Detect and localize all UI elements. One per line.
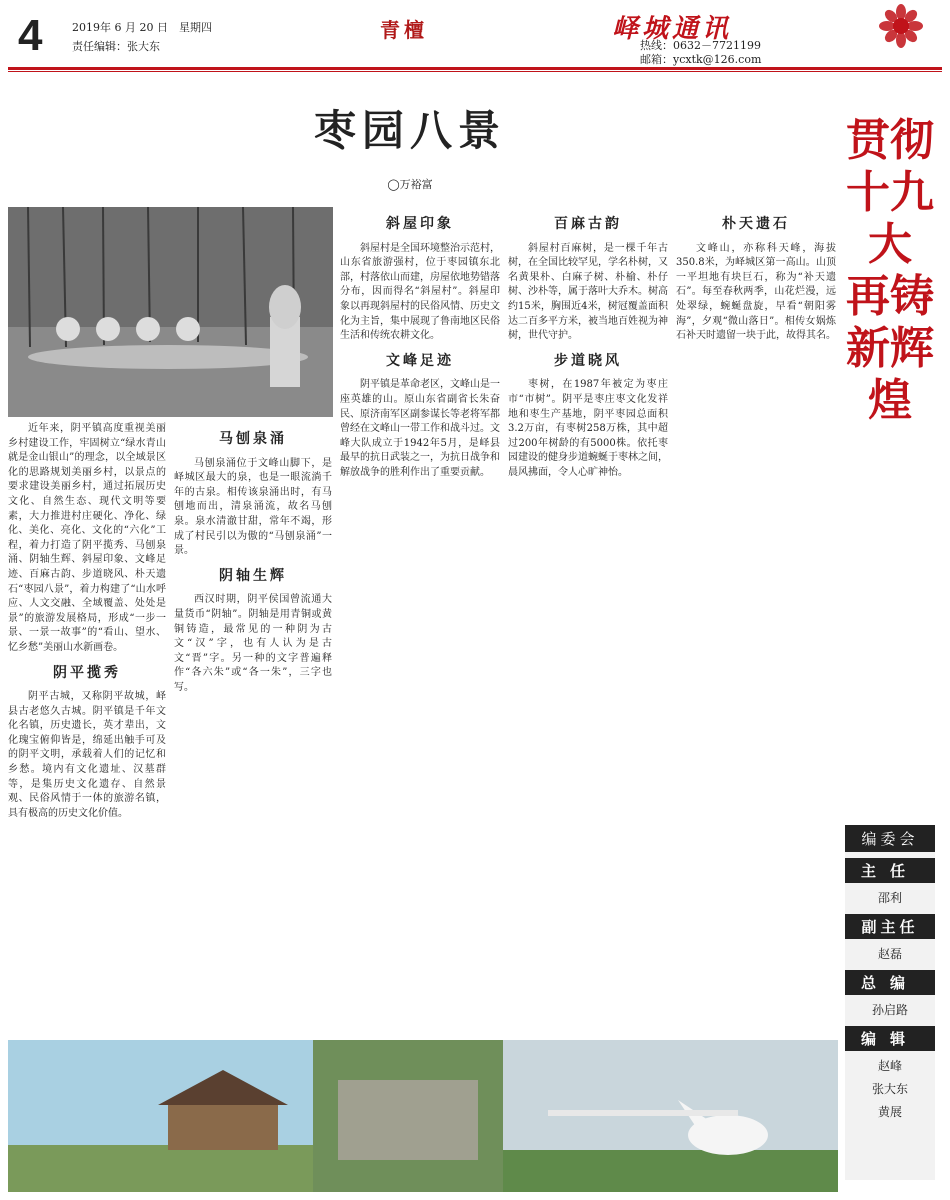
email: 邮箱：ycxtk@126.com (640, 53, 762, 66)
deputy-label: 副主任 (845, 914, 935, 939)
column-1 (8, 422, 166, 1034)
chief-label: 总编 (845, 970, 935, 995)
chief-name: 孙启路 (871, 1003, 908, 1017)
section-text: 枣树，在1987年被定为枣庄市“市树”。阴平是枣庄枣文化发祥地和枣生产基地，阴平枣园总面积3.2万亩，有枣树258万株，其中超过200年树龄的有5000株。依托枣园建设的健身步道蜿蜒于枣林之间，晨风拂面，令人心旷神怡。 (508, 379, 668, 478)
article-author: ◯万裕富 (387, 178, 433, 191)
date-line: 2019年 6 月 20 日 星期四 (72, 21, 212, 34)
newspaper-brand: 峄城通讯 (612, 14, 733, 44)
page-number: 4 (18, 11, 43, 60)
section-heading: 马刨泉涌 (219, 431, 287, 447)
section-heading: 朴天遗石 (722, 216, 790, 232)
editor-name: 黄展 (877, 1105, 902, 1119)
committee-heading: 编委会 (845, 825, 935, 852)
section-text: 西汉时期，阴平侯国曾流通大量货币“阴轴”。阴轴是用青铜或黄铜铸造，最常见的一种阴为古文“汉”字，也有人认为是古文“晋”字。另一种的文字普遍释作“各六朱”或“各一朱”，三字也写。 (174, 594, 332, 693)
section-text: 阴平古城，又称阴平故城，峄县古老悠久古城。阴平镇是千年文化名镇，历史遗长，英才辈出，文化瑰宝俯仰皆是，绵延出触手可及的阴平文明，承载着人们的记忆和乡愁。境内有文化遗址、汉墓群等，是集历史文化遗存、自然景观、民俗风情于一体的旅游名镇，具有极高的历史文化价值。 (8, 691, 166, 819)
section-text: 马刨泉涌位于文峰山脚下，是峄城区最大的泉，也是一眼流淌千年的古泉。相传该泉涌出时，有马刨地而出，清泉涌流，故名马刨泉。泉水清澈甘甜，常年不竭，形成了村民引以为傲的“马刨泉涌”一景。 (174, 457, 332, 557)
scenery-photo-strip (8, 1040, 838, 1192)
section-text: 斜屋村是全国环境整治示范村，山东省旅游强村，位于枣园镇东北部，村落依山而建，房屋依地势错落分布，因而得名“斜屋村”。斜屋印象以再现斜屋村的民俗风情、历史文化为主旨，集中展现了鲁南地区民俗生活和传统农耕文化。 (340, 242, 500, 342)
header-rule-thin (8, 71, 942, 72)
flower-logo-icon (875, 4, 927, 48)
slogan: 贯彻十九大 再铸新辉煌 (846, 115, 934, 426)
section-text: 阴平镇是革命老区，文峰山是一座英雄的山。原山东省副省长朱奋民、原济南军区副参谋长等老将军都曾经在文峰山一带工作和战斗过。文峰大队成立于1942年5月，是峄县最早的抗日武装之一，为抗日战争和解放战争的胜利作出了重要贡献。 (340, 379, 500, 478)
hotline: 热线：0632－7721199 (640, 39, 761, 52)
section-name: 青檀 (380, 18, 428, 42)
deputy-name: 赵磊 (877, 947, 902, 961)
column-5 (676, 207, 836, 1034)
section-heading: 阴轴生辉 (219, 567, 287, 584)
intro-paragraph: 近年来，阴平镇高度重视美丽乡村建设工作，牢固树立“绿水青山就是金山银山”的理念，以全域景区化的思路规划美丽乡村，以景点的要求建设美丽乡村，通过拓展历史文化、自然生态、现代文明等要素，大力推进村庄硬化、净化、绿化、美化、亮化、文化的“六化”工程，着力打造了阴平揽秀、马刨泉涌、阴轴生辉、斜屋印象、文峰足迹、百麻古韵、步道晓风、朴天遗石“枣园八景”，着力构建了“山水呼应、人文交融、全域覆盖、处处是景”的旅游发展格局，形成“一步一景、一景一故事”的“看山、望水、忆乡愁”美丽山水新画卷。 (8, 423, 166, 653)
director-name: 邵利 (877, 891, 902, 905)
section-heading: 文峰足迹 (386, 352, 454, 369)
section-heading: 阴平揽秀 (53, 664, 121, 681)
section-text: 文峰山，亦称科天峰，海拔350.8米，为峄城区第一高山。山顶一平坦地有块巨石，称为“补天遗石”。每至春秋两季，山花烂漫，远处翠绿，蜿蜒盘旋，早看“朝阳雾海”，夕观“微山落日”。相传女娲炼石补天时遗留一块于此，故得其名。 (676, 242, 836, 342)
editorial-committee (845, 825, 935, 1180)
editors-label: 编辑 (845, 1026, 935, 1051)
editor-line: 责任编辑：张大东 (72, 40, 160, 53)
column-3 (340, 207, 500, 1034)
editor-name: 赵峰 (877, 1059, 902, 1073)
section-heading: 步道晓风 (554, 352, 622, 369)
header-rule (8, 67, 942, 70)
article-title: 枣园八景 (313, 106, 506, 155)
column-4 (508, 207, 668, 1034)
section-heading: 斜屋印象 (386, 216, 454, 232)
director-label: 主任 (845, 858, 935, 883)
editor-name: 张大东 (871, 1082, 908, 1096)
column-2 (174, 422, 332, 1034)
section-heading: 百麻古韵 (554, 216, 622, 232)
park-photo (8, 207, 333, 417)
section-text: 斜屋村百麻树，是一棵千年古树，在全国比较罕见，学名朴树，又名黄果朴、白麻子树、朴榆、朴仔树、沙朴等，属于落叶大乔木。树高约15米，胸围近4米，树冠覆盖面积达二百多平方米，被当地百姓视为神树，世代守护。 (508, 242, 668, 342)
